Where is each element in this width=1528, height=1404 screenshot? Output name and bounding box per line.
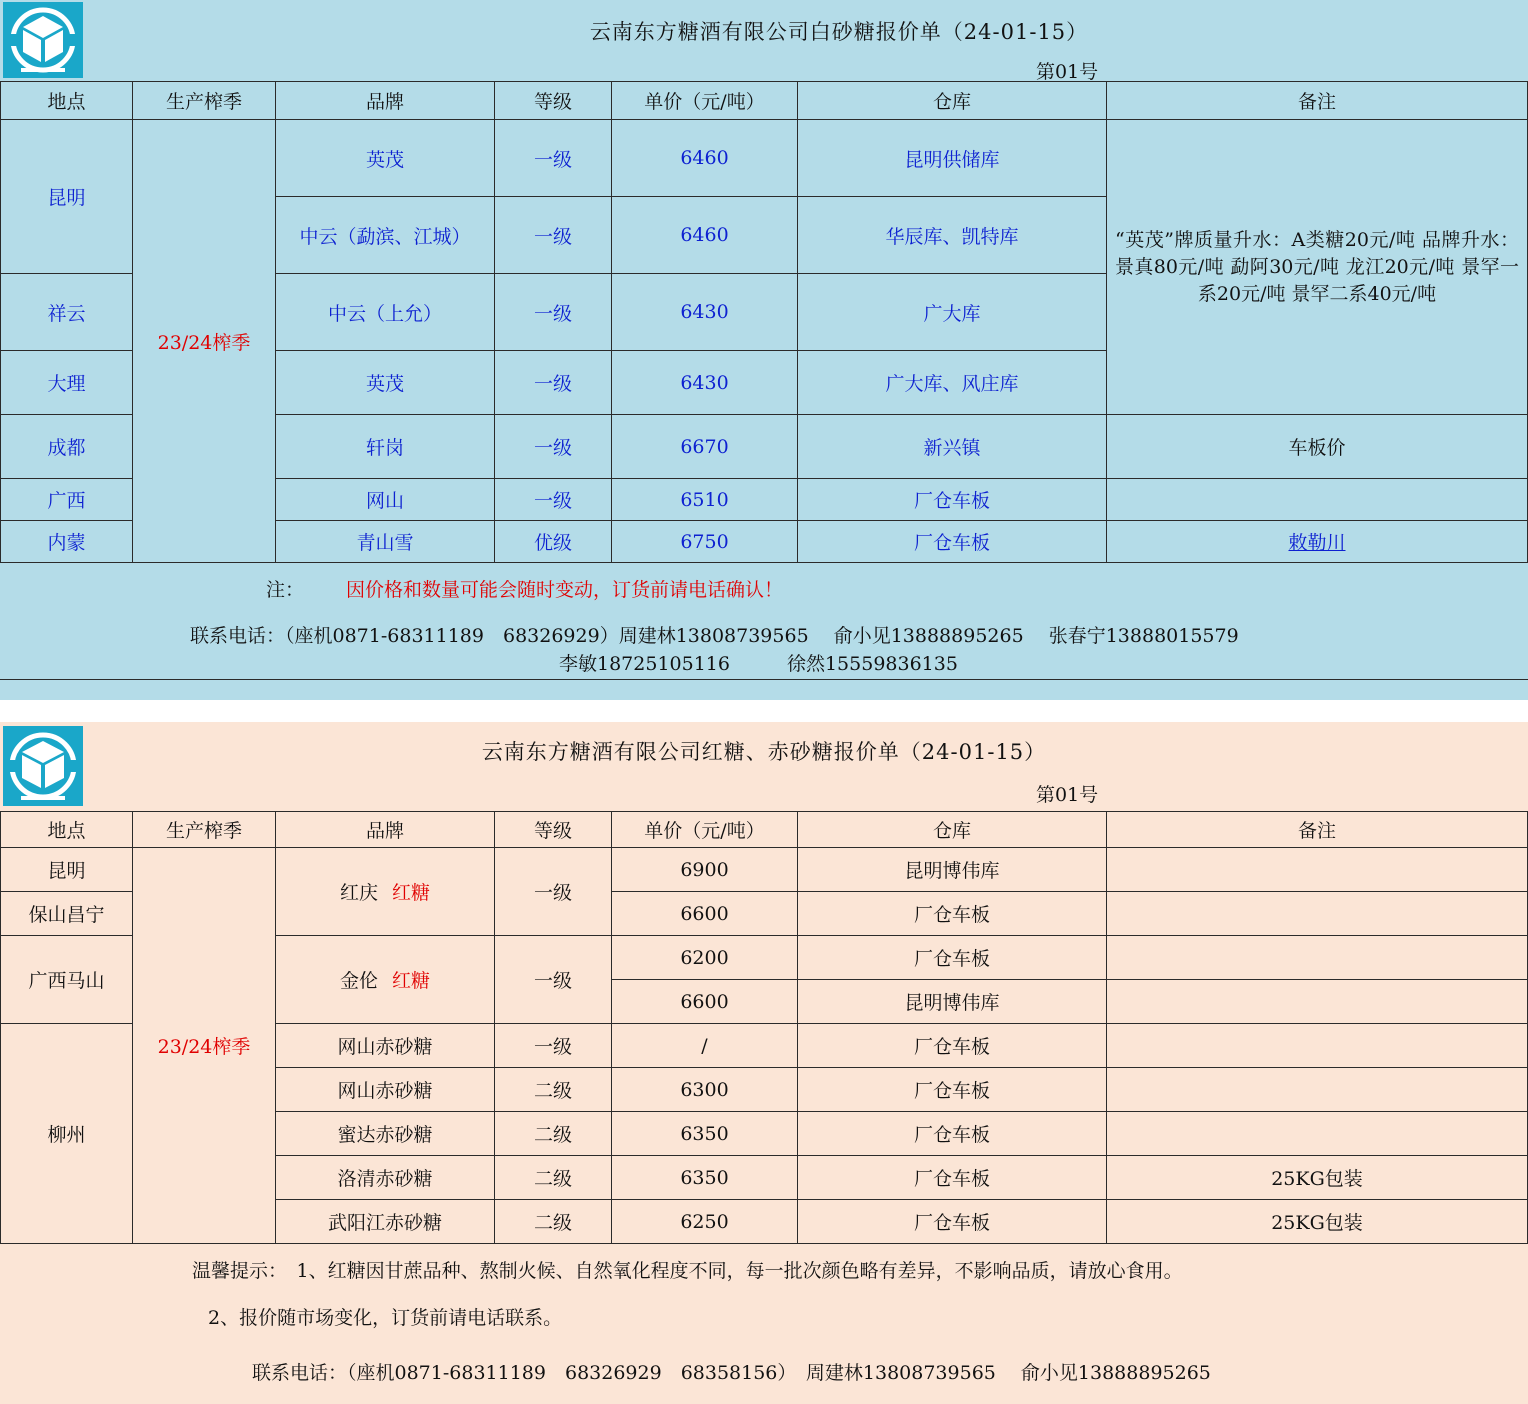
price-cell: 6600 [612,980,798,1024]
table-row [1,120,1528,197]
warehouse-cell: 厂仓车板 [798,1112,1107,1156]
price-cell: 6300 [612,1068,798,1112]
place-cell: 昆明 [1,848,133,892]
contact-line: 联系电话：（座机0871-68311189 68326929 68358156） 周建林13808739565 俞小见13888895265 [252,1362,1211,1384]
season-cell: 23/24榨季 [133,120,276,563]
warehouse-cell: 广大库、风庄库 [798,351,1107,415]
grade-cell: 一级 [495,848,612,936]
brand-cell: 武阳江赤砂糖 [276,1200,495,1244]
grade-cell: 一级 [495,351,612,415]
place-cell: 广西马山 [1,936,133,1024]
warehouse-cell: 厂仓车板 [798,479,1107,521]
warehouse-cell: 新兴镇 [798,415,1107,479]
price-cell: 6430 [612,351,798,415]
grade-cell: 二级 [495,1156,612,1200]
brand-cell: 英茂 [276,120,495,197]
price-cell: 6460 [612,197,798,274]
brand-cell: 英茂 [276,351,495,415]
header-place: 地点 [1,82,133,120]
remark-cell [1107,120,1528,415]
brand-cell: 网山 [276,479,495,521]
warehouse-cell: 厂仓车板 [798,936,1107,980]
contact-line-2: 李敏18725105116 徐然15559836135 [559,653,958,675]
header-brand: 品牌 [276,82,495,120]
white-sugar-price-table [0,81,1528,563]
header-season: 生产榨季 [133,812,276,848]
tip-line-2: 2、报价随市场变化，订货前请电话联系。 [208,1307,563,1329]
warehouse-cell: 厂仓车板 [798,1024,1107,1068]
brand-name: 金伦 [339,970,378,992]
remark-link[interactable]: 敕勒川 [1288,532,1346,554]
header-grade: 等级 [495,82,612,120]
place-cell: 昆明 [1,120,133,274]
remark-cell [1107,980,1528,1024]
remark-cell: 车板价 [1107,415,1528,479]
warehouse-cell: 华辰库、凯特库 [798,197,1107,274]
brand-cell: 网山赤砂糖 [276,1024,495,1068]
brand-cell [276,848,495,936]
brand-cell: 网山赤砂糖 [276,1068,495,1112]
warehouse-cell: 广大库 [798,274,1107,351]
brand-cell: 中云（勐滨、江城） [276,197,495,274]
place-cell: 成都 [1,415,133,479]
price-cell: / [612,1024,798,1068]
price-cell: 6600 [612,892,798,936]
remark-cell: 25KG包装 [1107,1156,1528,1200]
header-season: 生产榨季 [133,82,276,120]
note-text: 因价格和数量可能会随时变动，订货前请电话确认！ [346,579,784,601]
price-cell: 6200 [612,936,798,980]
remark-cell [1107,1068,1528,1112]
warehouse-cell: 厂仓车板 [798,1068,1107,1112]
issue-number: 第01号 [1036,61,1099,83]
remark-cell [1107,1112,1528,1156]
table-header-row [1,82,1528,120]
header-warehouse: 仓库 [798,812,1107,848]
header-price: 单价（元/吨） [612,82,798,120]
warehouse-cell: 昆明供储库 [798,120,1107,197]
price-cell: 6430 [612,274,798,351]
brown-sugar-tag: 红糖 [392,882,431,904]
remark-cell [1107,1024,1528,1068]
remark-cell [1107,936,1528,980]
header-remark: 备注 [1107,812,1528,848]
header-remark: 备注 [1107,82,1528,120]
warehouse-cell: 昆明博伟库 [798,980,1107,1024]
note-label: 注： [266,579,305,601]
warehouse-cell: 昆明博伟库 [798,848,1107,892]
brand-name: 红庆 [339,882,378,904]
remark-cell: 25KG包装 [1107,1200,1528,1244]
header-price: 单价（元/吨） [612,812,798,848]
sheet-title: 云南东方糖酒有限公司红糖、赤砂糖报价单（24-01-15） [481,740,1047,764]
contact-line: 联系电话：（座机0871-68311189 68326929）周建林13808739565 俞小见13888895265 张春宁13888015579 [190,625,1239,647]
grade-cell: 优级 [495,521,612,563]
place-cell: 广西 [1,479,133,521]
brand-cell: 轩岗 [276,415,495,479]
grade-cell: 一级 [495,274,612,351]
remark-cell [1107,479,1528,521]
header-brand: 品牌 [276,812,495,848]
place-cell: 柳州 [1,1024,133,1244]
header-place: 地点 [1,812,133,848]
table-row [1,848,1528,892]
remark-cell [1107,892,1528,936]
brand-cell: 青山雪 [276,521,495,563]
grade-cell: 二级 [495,1112,612,1156]
place-cell: 内蒙 [1,521,133,563]
grade-cell: 一级 [495,1024,612,1068]
issue-number: 第01号 [1036,784,1099,806]
price-cell: 6750 [612,521,798,563]
price-cell: 6510 [612,479,798,521]
sheet-title: 云南东方糖酒有限公司白砂糖报价单（24-01-15） [589,20,1089,44]
grade-cell: 一级 [495,415,612,479]
brown-sugar-tag: 红糖 [392,970,431,992]
price-cell: 6350 [612,1156,798,1200]
tip-line-1: 温馨提示： 1、红糖因甘蔗品种、熬制火候、自然氧化程度不同，每一批次颜色略有差异，不影响品质，请放心食用。 [192,1260,1183,1282]
brown-sugar-sheet [0,722,1528,1404]
place-cell: 祥云 [1,274,133,351]
place-cell: 大理 [1,351,133,415]
grade-cell: 一级 [495,197,612,274]
quality-premium-remark: “英茂”牌质量升水：A类糖20元/吨 品牌升水：景真80元/吨 勐阿30元/吨 龙江20元/吨 景罕一系20元/吨 景罕二系40元/吨 [1115,228,1519,305]
price-cell: 6900 [612,848,798,892]
grade-cell: 二级 [495,1068,612,1112]
table-header-row [1,812,1528,848]
remark-cell [1107,848,1528,892]
price-cell: 6670 [612,415,798,479]
white-sugar-sheet [0,0,1528,700]
grade-cell: 二级 [495,1200,612,1244]
header-grade: 等级 [495,812,612,848]
season-cell: 23/24榨季 [133,848,276,1244]
remark-cell [1107,521,1528,563]
price-cell: 6250 [612,1200,798,1244]
grade-cell: 一级 [495,479,612,521]
brand-cell: 蜜达赤砂糖 [276,1112,495,1156]
warehouse-cell: 厂仓车板 [798,892,1107,936]
price-cell: 6460 [612,120,798,197]
brown-sugar-price-table [0,811,1528,1244]
divider [0,679,1528,680]
header-warehouse: 仓库 [798,82,1107,120]
brand-cell: 中云（上允） [276,274,495,351]
warehouse-cell: 厂仓车板 [798,521,1107,563]
warehouse-cell: 厂仓车板 [798,1156,1107,1200]
grade-cell: 一级 [495,936,612,1024]
brand-cell [276,936,495,1024]
place-cell: 保山昌宁 [1,892,133,936]
grade-cell: 一级 [495,120,612,197]
price-cell: 6350 [612,1112,798,1156]
brand-cell: 洛清赤砂糖 [276,1156,495,1200]
warehouse-cell: 厂仓车板 [798,1200,1107,1244]
